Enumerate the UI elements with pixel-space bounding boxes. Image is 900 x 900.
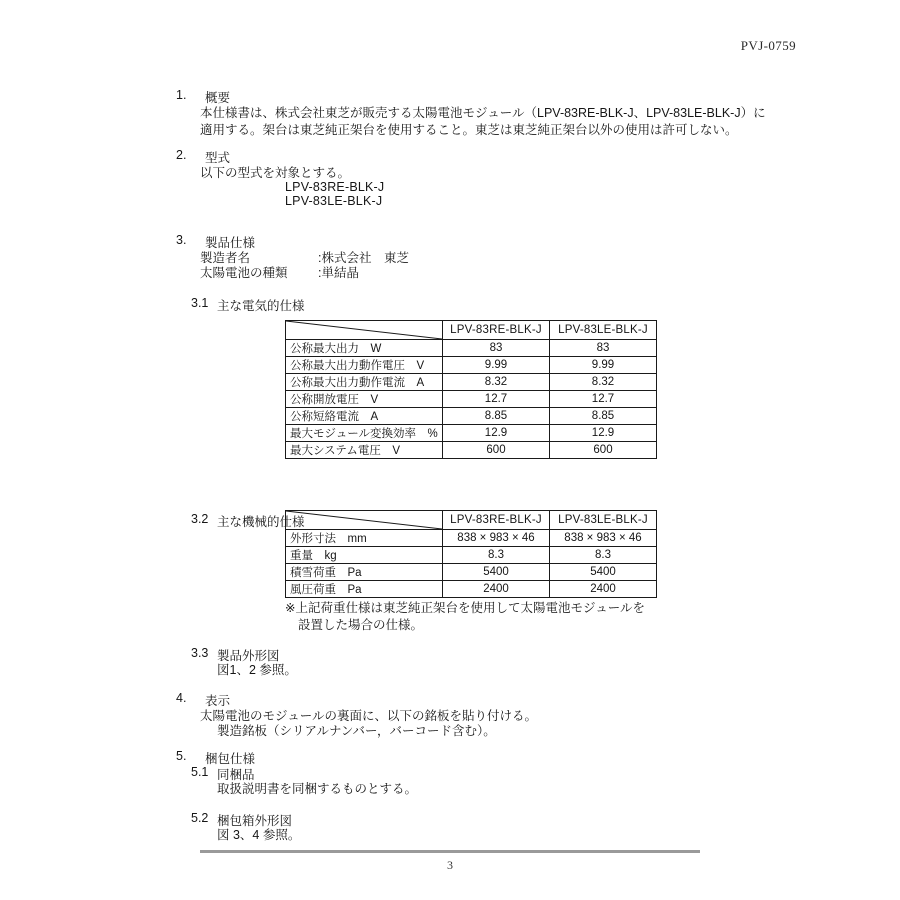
section-4-line-2: 製造銘板（シリアルナンバー，バーコード含む）。 [217, 724, 496, 738]
manufacturer-row [200, 250, 409, 266]
section-3-3-title: 製品外形図 [217, 649, 280, 663]
load-spec-note-line-2: 設置した場合の仕様。 [298, 618, 424, 632]
section-3-2-number: 3.2 [191, 512, 209, 526]
electrical-table-row [286, 391, 657, 408]
section-4-line-1: 太陽電池のモジュールの裏面に、以下の銘板を貼り付ける。 [200, 709, 538, 723]
electrical-table-body [286, 340, 657, 459]
electrical-spec-table [285, 320, 657, 459]
electrical-table-row-value-1: 12.9 [550, 425, 657, 442]
section-5-1-title: 同梱品 [217, 768, 255, 782]
mechanical-col-header-1: LPV-83LE-BLK-J [550, 511, 657, 530]
section-4-line-2-wrap [217, 723, 496, 740]
electrical-table-row-value-0: 8.32 [443, 374, 550, 391]
mechanical-table-row-value-1: 8.3 [550, 547, 657, 564]
electrical-table-row-value-1: 8.85 [550, 408, 657, 425]
section-2-model-2: LPV-83LE-BLK-J [285, 194, 383, 208]
cell-type-row [200, 265, 359, 281]
electrical-table-row [286, 374, 657, 391]
section-5-2-body [217, 827, 300, 844]
mechanical-table-row-value-0: 838 × 983 × 46 [443, 530, 550, 547]
mechanical-table-row-value-0: 5400 [443, 564, 550, 581]
electrical-table-row-label: 公称最大出力動作電圧 V [286, 357, 443, 374]
mechanical-table-row-value-1: 838 × 983 × 46 [550, 530, 657, 547]
section-1-line-2: 適用する。架台は東芝純正架台を使用すること。東芝は東芝純正架台以外の使用は許可しない。 [200, 123, 738, 137]
section-3-number: 3. [176, 233, 187, 247]
section-3-2-title: 主な機械的仕様 [217, 515, 305, 529]
section-2-model-1: LPV-83RE-BLK-J [285, 180, 385, 194]
electrical-table-row-value-0: 600 [443, 442, 550, 459]
electrical-col-header-0: LPV-83RE-BLK-J [443, 321, 550, 340]
electrical-table-row-label: 公称最大出力動作電流 A [286, 374, 443, 391]
mechanical-table-head [286, 511, 657, 530]
electrical-table-row-value-0: 8.85 [443, 408, 550, 425]
section-5-2-number: 5.2 [191, 811, 209, 825]
electrical-table-row-value-0: 12.9 [443, 425, 550, 442]
cell-type-value: :単結晶 [318, 266, 359, 280]
section-1-title: 概要 [205, 91, 231, 105]
electrical-header-row [286, 321, 657, 340]
section-2-number: 2. [176, 148, 187, 162]
electrical-table-row-value-0: 83 [443, 340, 550, 357]
electrical-table-row-label: 最大システム電圧 V [286, 442, 443, 459]
mechanical-table-row-value-0: 2400 [443, 581, 550, 598]
mechanical-table-row-label: 外形寸法 mm [286, 530, 443, 547]
electrical-col-header-1: LPV-83LE-BLK-J [550, 321, 657, 340]
electrical-table-row-value-1: 8.32 [550, 374, 657, 391]
electrical-table-row-label: 公称開放電圧 V [286, 391, 443, 408]
diagonal-divider-icon [286, 511, 442, 529]
section-2-line-1: 以下の型式を対象とする。 [200, 166, 351, 180]
electrical-corner-cell [286, 321, 443, 340]
mechanical-table-row [286, 547, 657, 564]
section-1-line-1: 本仕様書は、株式会社東芝が販売する太陽電池モジュール（LPV-83RE-BLK-J、LPV-83LE-BLK-J）に [200, 106, 766, 120]
section-2-title: 型式 [205, 151, 231, 165]
diagonal-divider-icon [286, 321, 442, 339]
section-3-1-number: 3.1 [191, 296, 209, 310]
cell-type-label: 太陽電池の種類 [200, 266, 288, 280]
section-4-number: 4. [176, 691, 187, 705]
mechanical-header-row [286, 511, 657, 530]
mechanical-table-row-label: 積雪荷重 Pa [286, 564, 443, 581]
load-spec-note-line-1: ※上記荷重仕様は東芝純正架台を使用して太陽電池モジュールを [285, 601, 645, 615]
electrical-table-row [286, 442, 657, 459]
electrical-table-row-label: 公称短絡電流 A [286, 408, 443, 425]
section-5-2-title: 梱包箱外形図 [217, 814, 293, 828]
electrical-table-row [286, 357, 657, 374]
load-spec-note [285, 600, 645, 634]
section-3-title: 製品仕様 [205, 236, 256, 250]
electrical-table-row-value-1: 600 [550, 442, 657, 459]
section-1-number: 1. [176, 88, 187, 102]
section-5-1-body [217, 781, 417, 798]
section-5-1-number: 5.1 [191, 765, 209, 779]
footer-divider [200, 850, 700, 853]
mechanical-table-row-value-1: 2400 [550, 581, 657, 598]
mechanical-table-row [286, 530, 657, 547]
mechanical-table-row-label: 風圧荷重 Pa [286, 581, 443, 598]
section-4-title: 表示 [205, 694, 231, 708]
electrical-table-row-value-1: 9.99 [550, 357, 657, 374]
section-3-3-number: 3.3 [191, 646, 209, 660]
electrical-table-row [286, 425, 657, 442]
section-3-3-body [217, 662, 297, 679]
mechanical-col-header-0: LPV-83RE-BLK-J [443, 511, 550, 530]
mechanical-table-row-value-1: 5400 [550, 564, 657, 581]
mechanical-corner-cell [286, 511, 443, 530]
electrical-table-head [286, 321, 657, 340]
electrical-table-row-label: 最大モジュール変換効率 % [286, 425, 443, 442]
mechanical-spec-table [285, 510, 657, 598]
section-5-title: 梱包仕様 [205, 752, 256, 766]
manufacturer-label: 製造者名 [200, 251, 251, 265]
document-number: PVJ-0759 [740, 38, 796, 53]
mechanical-table-row-label: 重量 kg [286, 547, 443, 564]
mechanical-table-body [286, 530, 657, 598]
section-5-2-line-1: 図 3、4 参照。 [217, 828, 301, 842]
mechanical-table-row [286, 581, 657, 598]
section-3-3-line-1: 図1、2 参照。 [217, 663, 297, 677]
electrical-table-row-value-1: 12.7 [550, 391, 657, 408]
electrical-table-row-value-0: 9.99 [443, 357, 550, 374]
electrical-table-row [286, 408, 657, 425]
section-5-1-line-1: 取扱説明書を同梱するものとする。 [217, 782, 418, 796]
section-3-1-title: 主な電気的仕様 [217, 299, 305, 313]
electrical-table-row [286, 340, 657, 357]
manufacturer-value: :株式会社 東芝 [318, 251, 409, 265]
mechanical-table-row [286, 564, 657, 581]
electrical-table-row-label: 公称最大出力 W [286, 340, 443, 357]
mechanical-table-row-value-0: 8.3 [443, 547, 550, 564]
page-number: 3 [447, 858, 453, 872]
electrical-table-row-value-1: 83 [550, 340, 657, 357]
section-1-body [200, 105, 766, 139]
electrical-table-row-value-0: 12.7 [443, 391, 550, 408]
section-5-number: 5. [176, 749, 187, 763]
